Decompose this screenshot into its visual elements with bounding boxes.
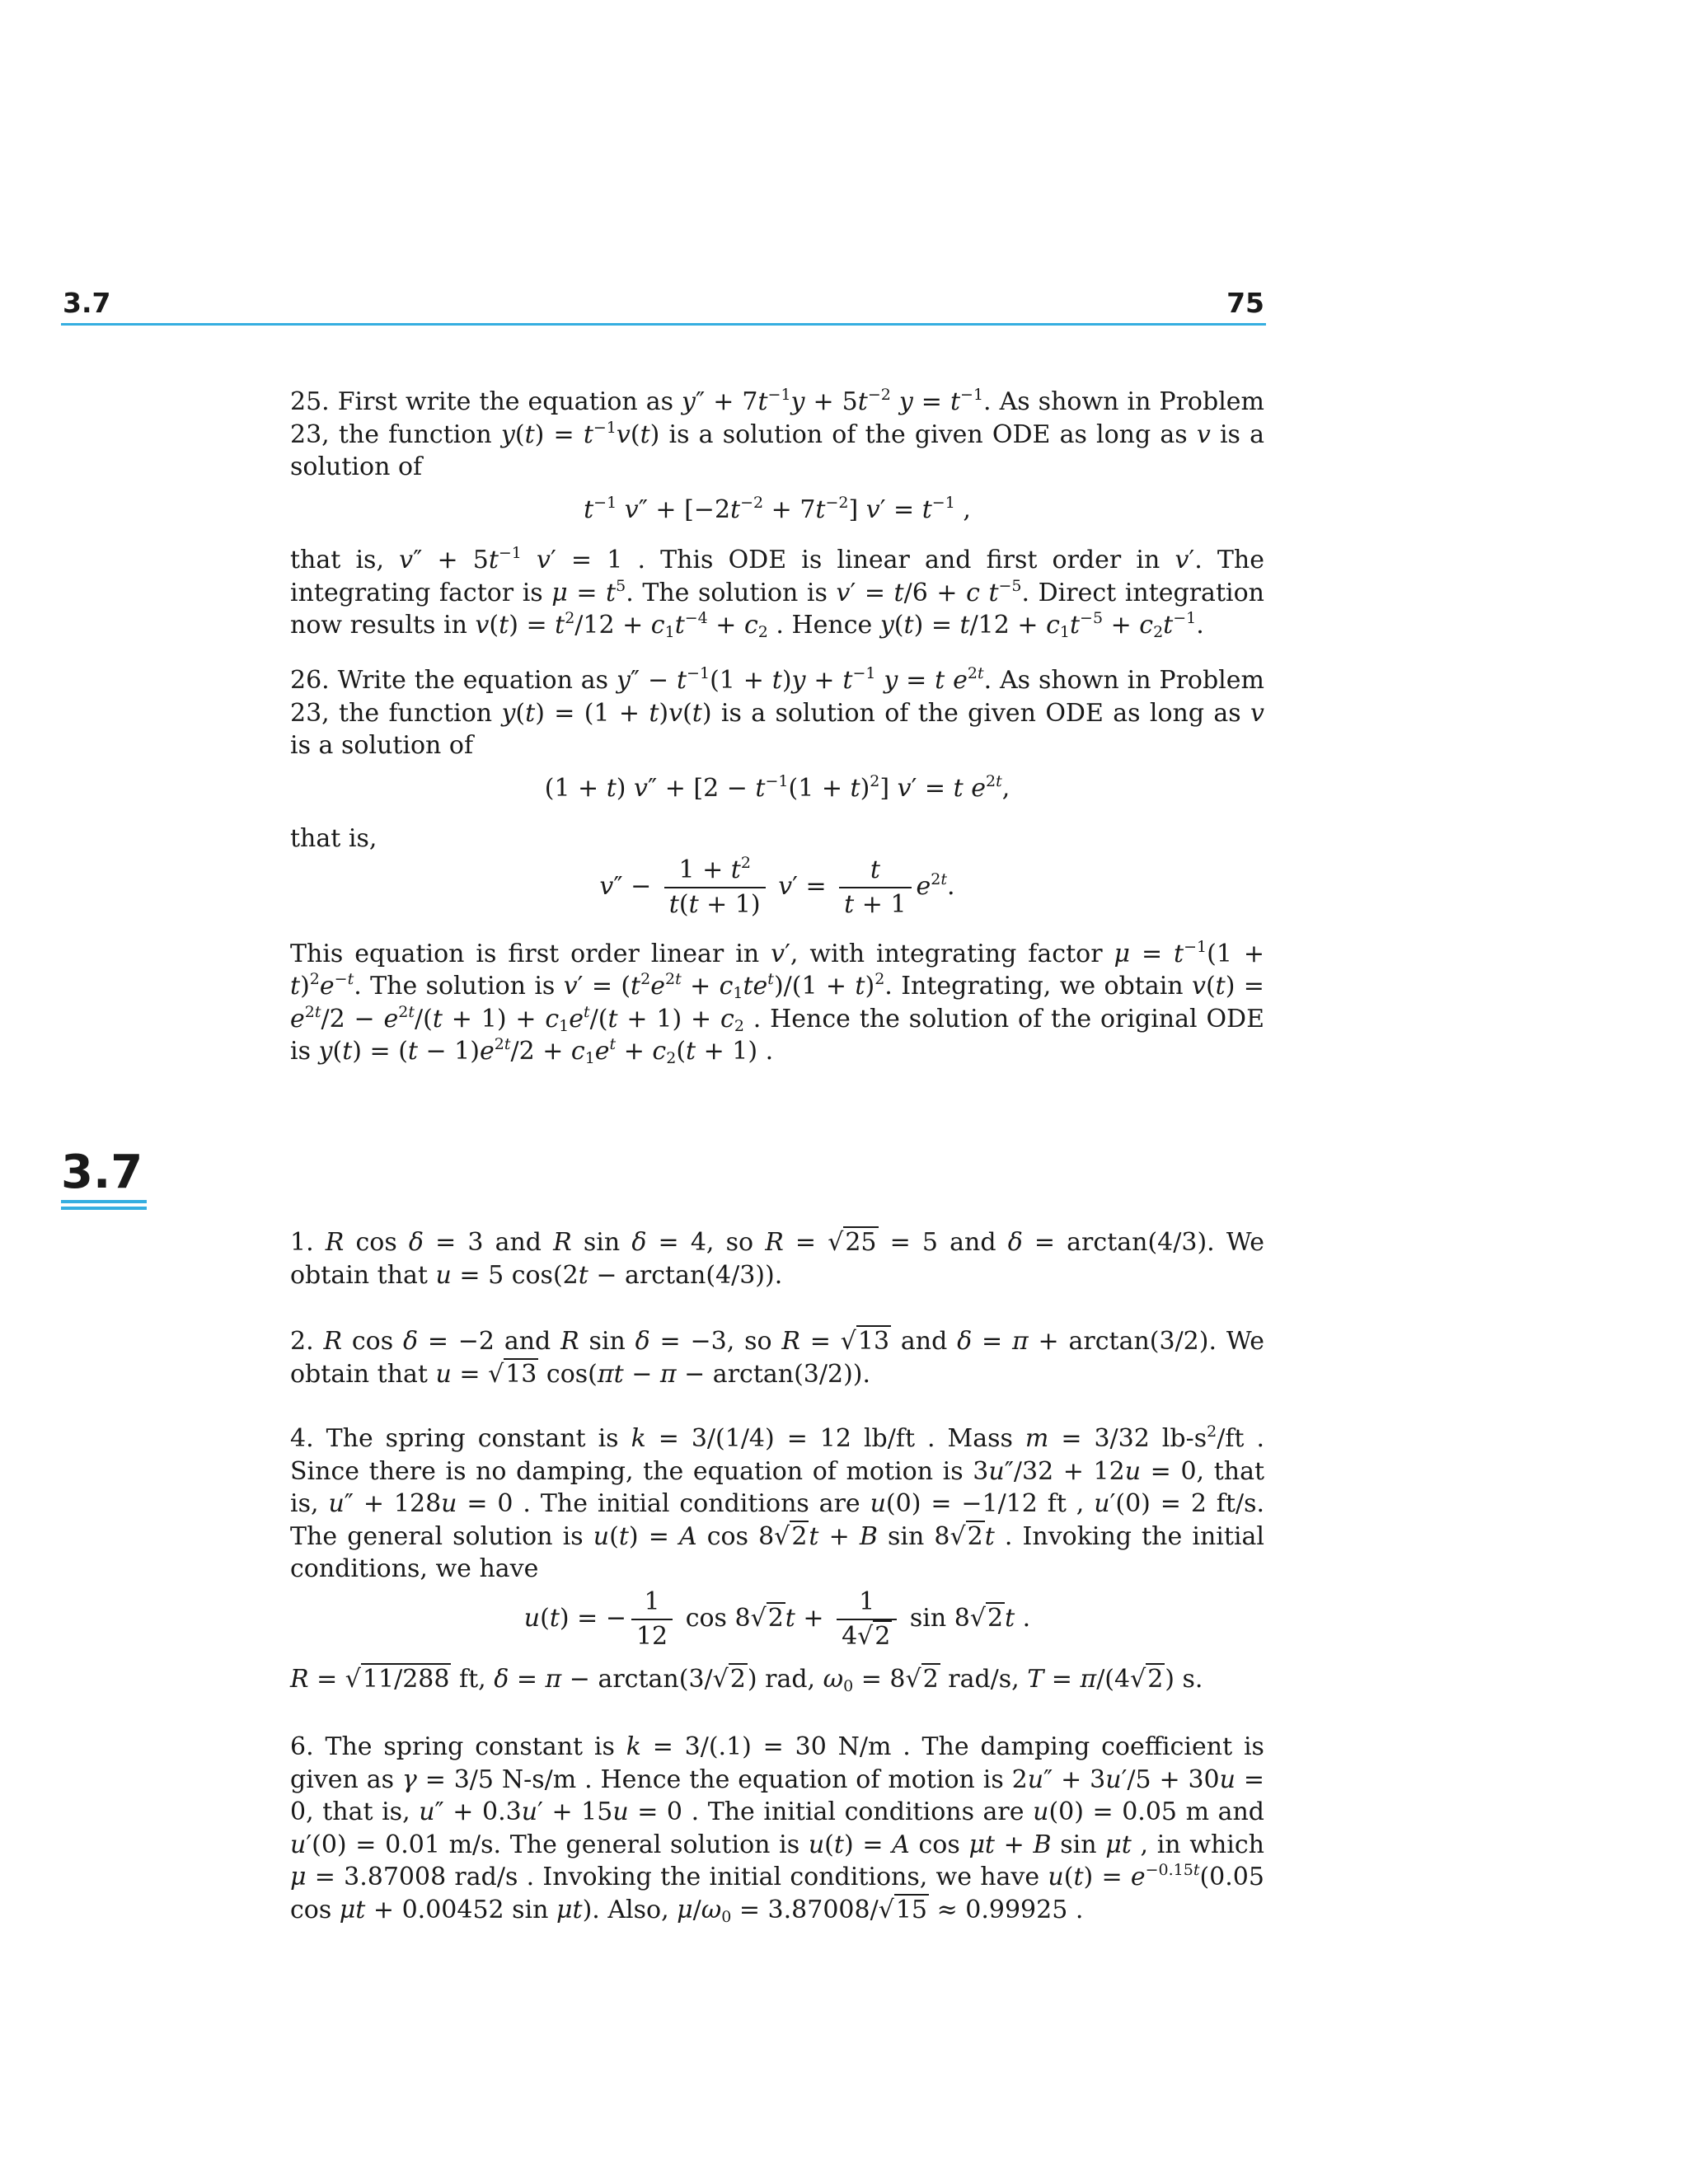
problem-1-text: 1. R cos δ = 3 and R sin δ = 4, so R = √25 = 5 and δ = arctan(4/3). We obtain that u = 5 cos(2t − arctan(4/3)). — [290, 1228, 1264, 1290]
equation-25a: $t^{-1}$ $v'' + [-2t^{-2} + 7t^{-2}] v' = t^{-1}$ , — [584, 493, 971, 524]
problem-6-text: 6. The spring constant is k = 3/(.1) = 30 N/m . The damping coefficient is given as γ = 3/5 N-s/m . Hence the equation of motion is 2u″ + 3u′/5 + 30u = 0, that is, u″ + 0.3u′ + 15u = 0 . The initial conditions are u(0) = 0.05 m and u′(0) = 0.01 m/s. The general solution is u(t) = A cos μt + B sin μt , in which μ = 3.87008 rad/s . Invoking the initial conditions, we have $u(t) = e^{-0.15t}(0.05$ cos μt + 0.00452 sin μt). Also, $\mu/\omega_0 = 3.87008/√15 \approx 0.99925$ . — [290, 1732, 1265, 1926]
running-head-section: 3.7 — [63, 287, 111, 319]
problem-25-text-2: that is, $v'' + 5t^{-1}$ v′ = 1 . This ODE is linear and first order in v′. The integrating factor is $\mu = t^5$. The solution is v′ = t/6 + c $t^{-5}$. Direct integration now results in $v(t) = t^2/12 + c_1t^{-4} + c_2$ . Hence $y(t) = t/12 + c_1t^{-5} + c_2t^{-1}$. — [290, 544, 1264, 641]
section-heading-rule-2 — [61, 1207, 147, 1210]
section-heading: 3.7 — [61, 1146, 143, 1199]
problem-1 — [290, 1226, 1264, 1291]
problem-26-text-2: that is, — [290, 824, 377, 853]
problem-4 — [290, 1422, 1264, 1695]
page-number: 75 — [1226, 287, 1264, 319]
problem-25 — [290, 386, 1264, 642]
problem-6 — [290, 1731, 1264, 1926]
problem-25-text: 25. First write the equation as $y'' + 7t^{-1}y + 5t^{-2}$ $y = t^{-1}$. As shown in Problem 23, the function $y(t) = t^{-1}v(t)$ is a solution of the given ODE as long as v is a solution of — [290, 386, 1264, 481]
problem-4-text: 4. The spring constant is k = 3/(1/4) = 12 lb/ft . Mass m = 3/32 $lb-s^2/ft$ . Since there is no damping, the equation of motion is 3u″/32 + 12u = 0, that is, u″ + 128u = 0 . The initial conditions are u(0) = −1/12 ft , u′(0) = 2 ft/s. The general solution is u(t) = A cos 8√2t + B sin 8√2t . Invoking the initial conditions, we have — [290, 1422, 1265, 1583]
section-heading-rule — [61, 1200, 147, 1203]
equation-26a: (1 + t) $v'' + [2 - t^{-1}(1 + t)^2]$ v′ = t $e^{2t}$, — [544, 771, 1010, 803]
equation-4a: u(t) = − $\frac{1}{12}$ cos 8√2t + $\frac{1}{4√2}$ sin 8√2t . — [523, 1586, 1031, 1651]
problem-4-text-2: R = √11/288 ft, δ = π − arctan(3/√2) rad, $\omega_0 = 8√2$ rad/s, T = π/(4√2) s. — [290, 1664, 1203, 1695]
problem-26 — [290, 664, 1264, 1068]
equation-26b: v″ − $\frac{1 + t^2}{t(t + 1)}$ v′ = $\frac{t}{t + 1}$ $e^{2t}$. — [599, 853, 955, 919]
problem-26-text: 26. Write the equation as $y'' - t^{-1}(1 + t)y + t^{-1}$ y = t $e^{2t}$. As shown in Problem 23, the function y(t) = (1 + t)v(t) is a solution of the given ODE as long as v is a solution of — [290, 664, 1264, 760]
problem-2 — [290, 1325, 1264, 1390]
problem-26-text-3: This equation is first order linear in v′, with integrating factor $\mu = t^{-1}(1 + t)^2e^{-t}$. The solution is $v' = (t^2e^{2t} + c_1te^t)/(1 + t)^2$. Integrating, we obtain $v(t) = e^{2t}/2 - e^{2t}/(t + 1) + c_1e^t/(t + 1) + c_2$ . Hence the solution of the original ODE is $y(t) = (t - 1)e^{2t}/2 + c_1e^t + c_2(t + 1)$ . — [290, 937, 1265, 1067]
header-rule — [61, 323, 1266, 326]
running-head — [61, 287, 1264, 323]
problem-2-text: 2. R cos δ = −2 and R sin δ = −3, so R = √13 and δ = π + arctan(3/2). We obtain that u = √13 cos(πt − π − arctan(3/2)). — [290, 1327, 1264, 1389]
